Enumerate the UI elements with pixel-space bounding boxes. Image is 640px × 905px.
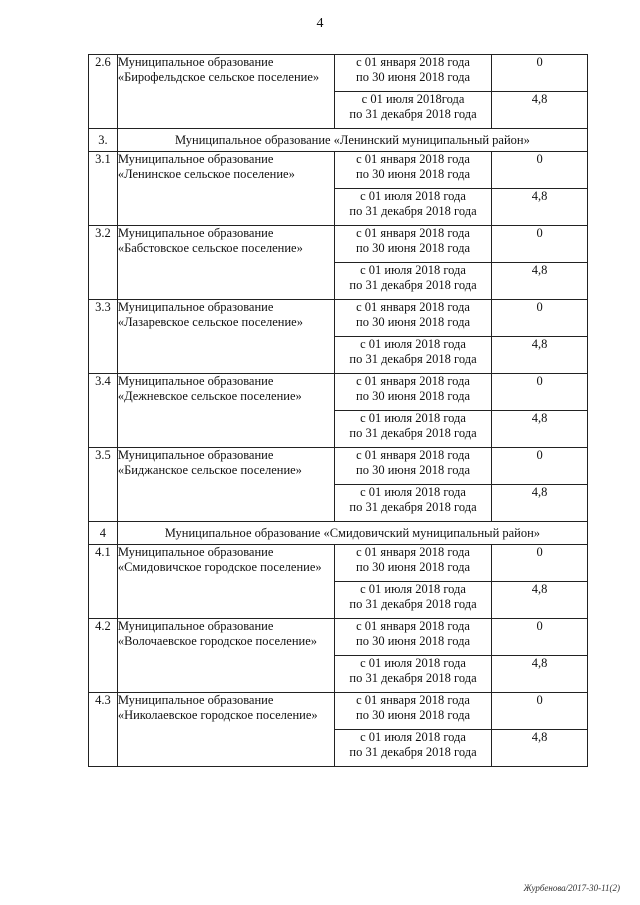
period-line: по 30 июня 2018 года: [356, 70, 471, 84]
tariff-value: 0: [492, 226, 588, 263]
entry-number: 2.6: [89, 55, 118, 129]
entry-name-line: Муниципальное образование: [117, 448, 274, 462]
tariff-value: 0: [492, 545, 588, 582]
tariff-value: 4,8: [492, 337, 588, 374]
period-cell: [334, 411, 491, 448]
period-line: по 31 декабря 2018 года: [349, 597, 477, 611]
entry-number: 3.4: [89, 374, 118, 448]
entry-name-line: Муниципальное образование: [117, 55, 274, 69]
entry-name-line: «Ленинское сельское поселение»: [117, 167, 295, 181]
entry-name-line: «Бабстовское сельское поселение»: [117, 241, 303, 255]
table-row: [89, 545, 588, 582]
entry-name: [117, 448, 334, 522]
group-number: 4: [89, 522, 118, 545]
entry-name: [117, 619, 334, 693]
entry-name-line: Муниципальное образование: [117, 300, 274, 314]
entry-number: 4.2: [89, 619, 118, 693]
period-line: с 01 января 2018 года: [356, 693, 470, 707]
period-cell: [334, 693, 491, 730]
table-row: [89, 619, 588, 656]
period-line: по 30 июня 2018 года: [356, 315, 471, 329]
entry-name-line: «Биджанское сельское поселение»: [117, 463, 302, 477]
period-cell: [334, 92, 491, 129]
group-title: Муниципальное образование «Ленинский муниципальный район»: [117, 129, 587, 152]
tariff-value: 0: [492, 300, 588, 337]
entry-name: [117, 226, 334, 300]
period-cell: [334, 545, 491, 582]
period-cell: [334, 152, 491, 189]
period-line: с 01 июля 2018 года: [360, 189, 466, 203]
period-line: по 31 декабря 2018 года: [349, 204, 477, 218]
table-row: [89, 374, 588, 411]
tariff-value: 0: [492, 693, 588, 730]
period-line: по 31 декабря 2018 года: [349, 500, 477, 514]
table-row: [89, 152, 588, 189]
entry-name: [117, 545, 334, 619]
table-row: [89, 300, 588, 337]
period-line: с 01 января 2018 года: [356, 300, 470, 314]
period-cell: [334, 582, 491, 619]
entry-name-line: «Волочаевское городское поселение»: [117, 634, 318, 648]
entry-number: 3.3: [89, 300, 118, 374]
period-line: с 01 июля 2018 года: [360, 337, 466, 351]
period-line: с 01 июля 2018 года: [360, 263, 466, 277]
tariff-table: [88, 54, 588, 767]
period-line: с 01 июля 2018 года: [360, 485, 466, 499]
tariff-value: 4,8: [492, 189, 588, 226]
period-cell: [334, 619, 491, 656]
period-cell: [334, 374, 491, 411]
entry-name-line: «Смидовичское городское поселение»: [117, 560, 322, 574]
period-cell: [334, 448, 491, 485]
period-line: с 01 июля 2018 года: [360, 656, 466, 670]
period-line: по 30 июня 2018 года: [356, 167, 471, 181]
period-line: по 30 июня 2018 года: [356, 708, 471, 722]
group-number: 3.: [89, 129, 118, 152]
period-line: с 01 января 2018 года: [356, 545, 470, 559]
group-header-row: [89, 129, 588, 152]
period-cell: [334, 656, 491, 693]
group-title: Муниципальное образование «Смидовичский муниципальный район»: [117, 522, 587, 545]
period-line: с 01 июля 2018 года: [360, 582, 466, 596]
entry-number: 4.1: [89, 545, 118, 619]
entry-name-line: Муниципальное образование: [117, 374, 274, 388]
tariff-value: 4,8: [492, 582, 588, 619]
period-line: по 30 июня 2018 года: [356, 389, 471, 403]
entry-number: 4.3: [89, 693, 118, 767]
period-line: с 01 января 2018 года: [356, 55, 470, 69]
tariff-value: 0: [492, 619, 588, 656]
entry-name-line: «Дежневское сельское поселение»: [117, 389, 302, 403]
period-line: с 01 января 2018 года: [356, 374, 470, 388]
entry-name-line: «Николаевское городское поселение»: [117, 708, 318, 722]
period-cell: [334, 189, 491, 226]
tariff-value: 4,8: [492, 656, 588, 693]
entry-name-line: «Лазаревское сельское поселение»: [117, 315, 303, 329]
period-cell: [334, 730, 491, 767]
entry-name: [117, 693, 334, 767]
period-cell: [334, 55, 491, 92]
page-number: 4: [316, 16, 324, 31]
entry-name-line: Муниципальное образование: [117, 693, 274, 707]
tariff-value: 0: [492, 152, 588, 189]
group-header-row: [89, 522, 588, 545]
period-cell: [334, 337, 491, 374]
period-cell: [334, 263, 491, 300]
period-line: по 31 декабря 2018 года: [349, 426, 477, 440]
entry-name: [117, 55, 334, 129]
entry-name-line: Муниципальное образование: [117, 226, 274, 240]
tariff-value: 4,8: [492, 485, 588, 522]
period-cell: [334, 300, 491, 337]
period-line: по 31 декабря 2018 года: [349, 278, 477, 292]
period-cell: [334, 226, 491, 263]
entry-name-line: «Бирофельдское сельское поселение»: [117, 70, 320, 84]
entry-number: 3.5: [89, 448, 118, 522]
period-line: по 31 декабря 2018 года: [349, 107, 477, 121]
document-footer: Журбенова/2017-30-11(2): [523, 883, 620, 893]
tariff-value: 4,8: [492, 730, 588, 767]
entry-name-line: Муниципальное образование: [117, 152, 274, 166]
entry-name-line: Муниципальное образование: [117, 619, 274, 633]
table-row: [89, 448, 588, 485]
table-row: [89, 693, 588, 730]
period-line: с 01 января 2018 года: [356, 619, 470, 633]
period-line: с 01 июля 2018 года: [360, 411, 466, 425]
tariff-value: 4,8: [492, 411, 588, 448]
entry-name: [117, 152, 334, 226]
period-line: по 31 декабря 2018 года: [349, 352, 477, 366]
tariff-value: 0: [492, 374, 588, 411]
period-line: по 30 июня 2018 года: [356, 241, 471, 255]
period-line: с 01 января 2018 года: [356, 152, 470, 166]
period-line: с 01 января 2018 года: [356, 226, 470, 240]
tariff-value: 0: [492, 55, 588, 92]
period-line: с 01 июля 2018 года: [360, 730, 466, 744]
entry-number: 3.1: [89, 152, 118, 226]
tariff-table-body: [89, 55, 588, 767]
period-line: по 30 июня 2018 года: [356, 634, 471, 648]
tariff-value: 0: [492, 448, 588, 485]
tariff-value: 4,8: [492, 92, 588, 129]
entry-name: [117, 374, 334, 448]
period-line: по 30 июня 2018 года: [356, 560, 471, 574]
table-row: [89, 226, 588, 263]
period-line: с 01 января 2018 года: [356, 448, 470, 462]
period-line: с 01 июля 2018года: [361, 92, 465, 106]
period-line: по 31 декабря 2018 года: [349, 745, 477, 759]
entry-name-line: Муниципальное образование: [117, 545, 274, 559]
period-cell: [334, 485, 491, 522]
period-line: по 30 июня 2018 года: [356, 463, 471, 477]
entry-number: 3.2: [89, 226, 118, 300]
entry-name: [117, 300, 334, 374]
period-line: по 31 декабря 2018 года: [349, 671, 477, 685]
tariff-value: 4,8: [492, 263, 588, 300]
table-row: [89, 55, 588, 92]
